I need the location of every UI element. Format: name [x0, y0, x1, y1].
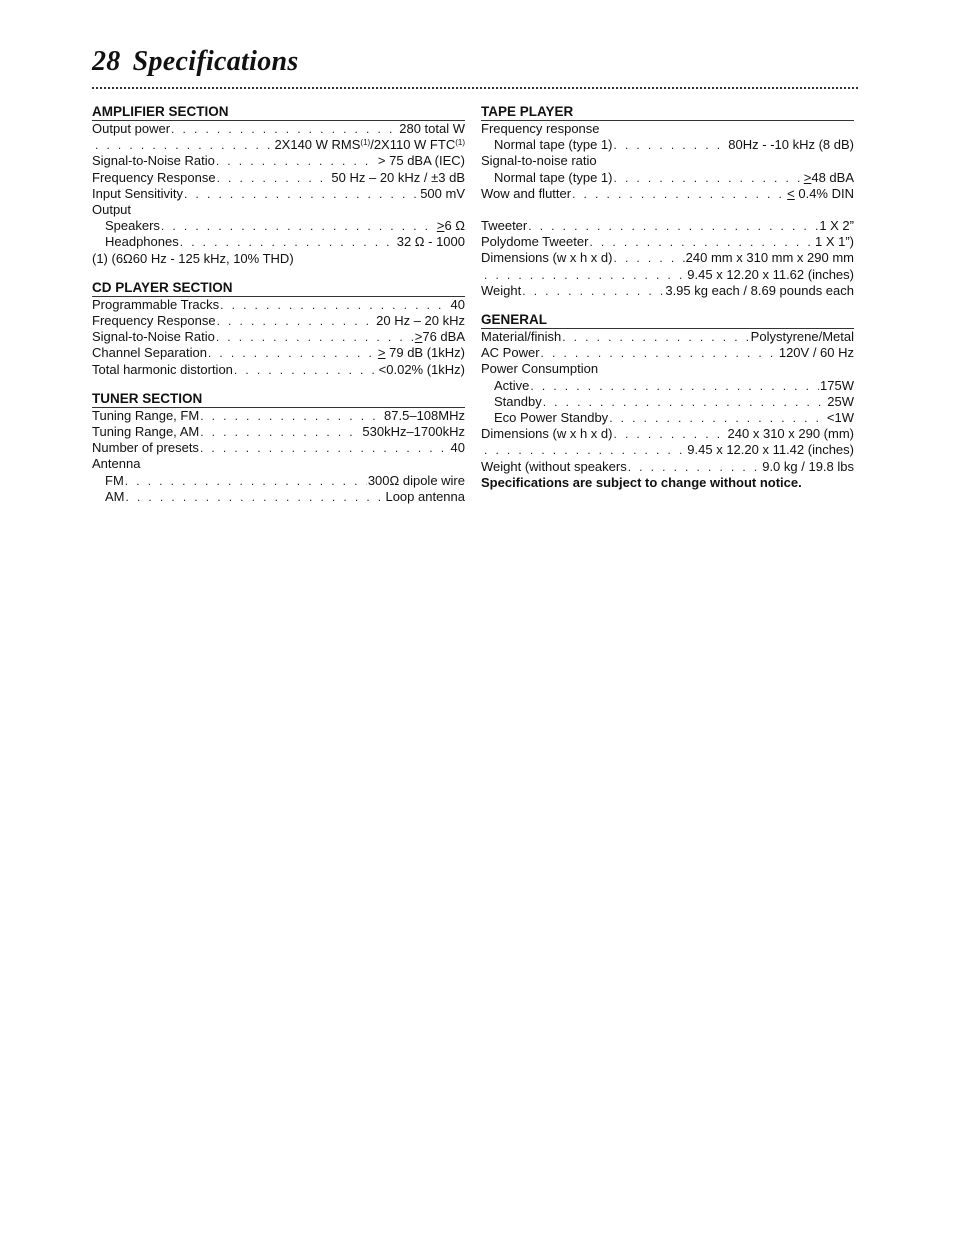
- dot-leader: [216, 329, 414, 345]
- spec-label: Antenna: [92, 456, 141, 472]
- tuner-section: [92, 391, 465, 505]
- spec-row: [92, 202, 465, 218]
- spec-row: [481, 410, 854, 426]
- dot-leader: [609, 410, 826, 426]
- spec-value-text: 48 dBA: [811, 169, 854, 185]
- spec-label: Material/finish: [481, 329, 562, 345]
- spec-row: [481, 283, 854, 299]
- dot-leader: [543, 394, 827, 410]
- spec-label: Dimensions (w x h x d): [481, 426, 613, 442]
- spec-value: 240 mm x 310 mm x 290 mm: [685, 250, 854, 266]
- spec-label: Frequency Response: [92, 169, 216, 185]
- spec-value: 280 total W: [399, 121, 465, 136]
- ftc-value: /2X110 W FTC: [370, 137, 456, 153]
- spec-value: 87.5–108MHz: [384, 407, 465, 423]
- spec-label: Standby: [494, 393, 542, 409]
- spec-label: Total harmonic distortion: [92, 361, 233, 377]
- spec-value: 80Hz - -10 kHz (8 dB): [728, 137, 854, 153]
- underlined-symbol: >: [377, 345, 386, 361]
- spec-label: Tuning Range, AM: [92, 424, 200, 440]
- spec-value: [378, 345, 465, 361]
- underlined-symbol: >: [414, 329, 423, 345]
- dot-leader: [484, 442, 686, 458]
- spec-value: 40: [450, 440, 465, 456]
- spec-row: [92, 186, 465, 202]
- spec-label: AM: [105, 488, 125, 504]
- cd-heading: CD PLAYER SECTION: [92, 280, 465, 297]
- dot-leader: [161, 218, 436, 234]
- spec-row: [481, 170, 854, 186]
- dot-leader: [208, 345, 377, 361]
- spec-label: Active: [494, 377, 530, 393]
- header-dotted-rule: [92, 87, 858, 89]
- spec-row: [92, 362, 465, 378]
- spec-row: [481, 218, 854, 234]
- spec-label: Channel Separation: [92, 345, 207, 361]
- spec-row: [481, 153, 854, 169]
- spec-label: Power Consumption: [481, 361, 599, 377]
- spec-row: [481, 250, 854, 266]
- spec-value: [437, 218, 465, 234]
- spec-value: [274, 137, 465, 153]
- underlined-symbol: <: [787, 185, 795, 201]
- spec-row: [481, 361, 854, 377]
- spec-row: [92, 234, 465, 250]
- dot-leader: [530, 378, 819, 394]
- spec-value: 1 X 1”): [814, 234, 854, 250]
- spec-value: 50 Hz – 20 kHz / ±3 dB: [331, 169, 465, 185]
- spec-label: Signal-to-noise ratio: [481, 153, 597, 169]
- spec-value: 300Ω dipole wire: [367, 472, 465, 488]
- spec-value: 175W: [820, 377, 854, 393]
- spec-row: [481, 394, 854, 410]
- spec-label: Eco Power Standby: [494, 410, 609, 426]
- amplifier-section: [92, 104, 465, 267]
- cd-section: [92, 280, 465, 378]
- spec-row: [92, 456, 465, 472]
- spec-value: 500 mV: [420, 185, 465, 201]
- spec-label: Wow and flutter: [481, 185, 572, 201]
- general-section: [481, 312, 854, 491]
- spec-label: Weight: [481, 282, 522, 298]
- dot-leader: [614, 170, 803, 186]
- spec-label: FM: [105, 472, 124, 488]
- spec-label: Weight (without speakers: [481, 458, 627, 474]
- spec-row: [481, 186, 854, 202]
- spec-row: [92, 313, 465, 329]
- dot-leader: [522, 283, 664, 299]
- dot-leader: [613, 426, 726, 442]
- footnote-ref: (1): [455, 138, 465, 148]
- right-column: [481, 104, 854, 504]
- spec-label: Headphones: [105, 234, 179, 250]
- left-column: [92, 104, 465, 518]
- spacer: [481, 202, 854, 218]
- spec-value: 3.95 kg each / 8.69 pounds each: [665, 282, 854, 298]
- spec-label: Polydome Tweeter: [481, 234, 589, 250]
- spec-row: [92, 153, 465, 169]
- spec-row: [92, 473, 465, 489]
- general-heading: GENERAL: [481, 312, 854, 329]
- underlined-symbol: >: [803, 169, 812, 185]
- spec-label: Number of presets: [92, 440, 199, 456]
- spec-row: [481, 378, 854, 394]
- page-title: [92, 46, 299, 78]
- dot-leader: [528, 218, 818, 234]
- spec-value: [804, 170, 854, 186]
- spec-row: [481, 121, 854, 137]
- spec-row: [92, 170, 465, 186]
- dot-leader: [180, 234, 396, 250]
- spec-label: Normal tape (type 1): [494, 169, 613, 185]
- spec-label: Output: [92, 202, 132, 218]
- spec-value: 9.0 kg / 19.8 lbs: [762, 458, 854, 474]
- dot-leader: [217, 170, 331, 186]
- spec-row: [92, 424, 465, 440]
- spec-label: Speakers: [105, 218, 160, 234]
- dot-leader: [171, 121, 398, 137]
- spec-value: Loop antenna: [385, 488, 465, 504]
- spec-value: [787, 186, 854, 202]
- spec-row: [92, 121, 465, 137]
- page-title-text: Specifications: [132, 46, 299, 77]
- spec-row: [92, 218, 465, 234]
- spec-label: Input Sensitivity: [92, 185, 184, 201]
- spec-row: [92, 329, 465, 345]
- tape-heading: TAPE PLAYER: [481, 104, 854, 121]
- dot-leader: [200, 408, 383, 424]
- footnote: (1) (6Ω60 Hz - 125 kHz, 10% THD): [92, 250, 294, 266]
- spec-value-text: 76 dBA: [422, 329, 465, 345]
- spec-label: Frequency Response: [92, 313, 216, 329]
- underlined-symbol: >: [436, 218, 445, 234]
- spec-value: 120V / 60 Hz: [778, 345, 854, 361]
- dot-leader: [234, 362, 378, 378]
- spec-value: > 75 dBA (IEC): [377, 153, 465, 169]
- spec-row: [92, 489, 465, 505]
- spec-row: [481, 442, 854, 458]
- spec-label: Tweeter: [481, 218, 528, 234]
- dot-leader: [125, 473, 367, 489]
- spec-value-text: 0.4% DIN: [794, 185, 854, 201]
- dot-leader: [614, 137, 728, 153]
- spec-row: [481, 234, 854, 250]
- dot-leader: [572, 186, 786, 202]
- spec-row: [481, 459, 854, 475]
- dot-leader: [541, 345, 778, 361]
- spec-label: Output power: [92, 121, 171, 136]
- spec-row: [92, 408, 465, 424]
- spec-label: Signal-to-Noise Ratio: [92, 153, 215, 169]
- spec-value: Polystyrene/Metal: [750, 329, 854, 345]
- rms-value: 2X140 W RMS: [274, 137, 361, 153]
- spec-label: Frequency response: [481, 121, 600, 136]
- spec-row: [481, 329, 854, 345]
- spec-value-text: 6 Ω: [444, 218, 465, 234]
- dot-leader: [217, 313, 376, 329]
- dot-leader: [126, 489, 385, 505]
- dot-leader: [200, 440, 450, 456]
- spec-value-text: 79 dB (1kHz): [385, 345, 465, 361]
- spec-label: Tuning Range, FM: [92, 407, 200, 423]
- dot-leader: [184, 186, 419, 202]
- spec-row: [92, 137, 465, 153]
- spec-value: 240 x 310 x 290 (mm): [727, 426, 854, 442]
- dot-leader: [484, 267, 686, 283]
- spec-value: 25W: [827, 393, 854, 409]
- spec-row: [481, 267, 854, 283]
- tuner-heading: TUNER SECTION: [92, 391, 465, 408]
- spec-value: 9.45 x 12.20 x 11.62 (inches): [687, 266, 854, 282]
- page-number: 28: [92, 46, 121, 77]
- dot-leader: [216, 153, 377, 169]
- dot-leader: [200, 424, 361, 440]
- amplifier-heading: AMPLIFIER SECTION: [92, 104, 465, 121]
- dot-leader: [95, 137, 273, 153]
- spec-value: 1 X 2”: [819, 218, 854, 234]
- tape-section: [481, 104, 854, 299]
- spec-row: [481, 345, 854, 361]
- spec-row: [481, 137, 854, 153]
- spec-row: [92, 345, 465, 361]
- spec-label: AC Power: [481, 345, 540, 361]
- spec-value: 530kHz–1700kHz: [362, 424, 465, 440]
- dot-leader: [562, 329, 749, 345]
- spec-value: 40: [450, 296, 465, 312]
- spec-row: [92, 440, 465, 456]
- dot-leader: [589, 234, 814, 250]
- spec-value: 9.45 x 12.20 x 11.42 (inches): [687, 442, 854, 458]
- spec-value: [415, 329, 465, 345]
- dot-leader: [220, 297, 449, 313]
- footnote-ref: (1): [360, 138, 371, 148]
- spec-value: 32 Ω - 1000: [396, 234, 465, 250]
- spec-row: [92, 297, 465, 313]
- spec-value: <0.02% (1kHz): [378, 361, 465, 377]
- change-notice: Specifications are subject to change without notice.: [481, 474, 802, 490]
- spec-value: 20 Hz – 20 kHz: [376, 313, 465, 329]
- spec-label: Normal tape (type 1): [494, 137, 613, 153]
- spec-label: Dimensions (w x h x d): [481, 250, 613, 266]
- spec-value: <1W: [826, 410, 854, 426]
- spec-row: [481, 426, 854, 442]
- spec-label: Programmable Tracks: [92, 296, 220, 312]
- dot-leader: [628, 459, 762, 475]
- spec-label: Signal-to-Noise Ratio: [92, 329, 215, 345]
- dot-leader: [613, 250, 684, 266]
